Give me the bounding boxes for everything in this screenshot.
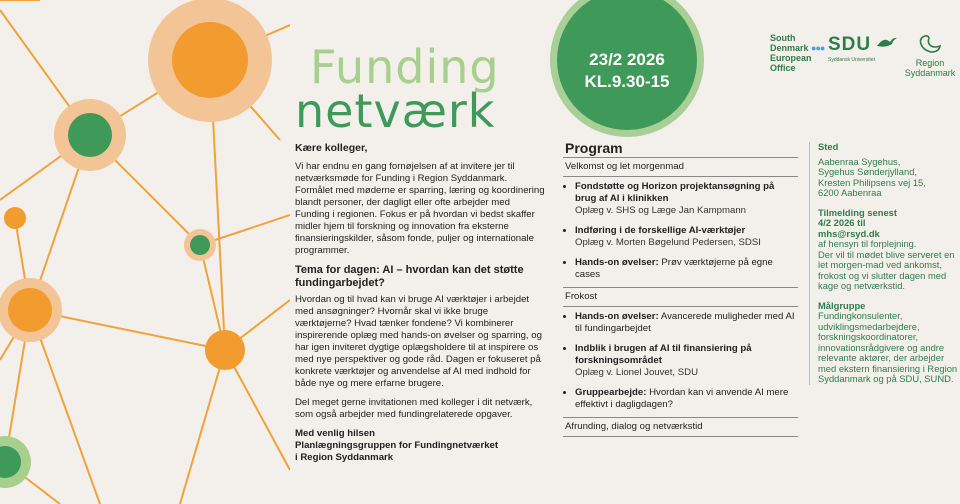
signup-deadline: Tilmelding senest	[818, 206, 898, 218]
theme-heading: Tema for dagen: AI – hvordan kan det støtte fundingarbejdet?	[295, 264, 524, 289]
program-item-title: • Indblik i brugen af AI til finansiering på forskningsområdet	[575, 343, 752, 366]
program-closing: Afrunding, dialog og netværkstid	[563, 417, 798, 437]
sdu-logo	[828, 34, 898, 63]
network-node	[8, 288, 52, 332]
intro-paragraph: Vi har endnu en gang fornøjelsen af at invitere jer til netværksmøde for Funding i Region Syddanmark. Formålet med møderne er sparring, læring og koordinering blandt personer, der dagligt eller ofte arbejder med Funding i regionen. Fokus er på hvordan vi bedst skaffer midler hjem til forskning og innovation fra eksterne finansieringskilder, såsom fonde, puljer og internationale programmer.	[295, 161, 545, 256]
program-item-rest: Hvordan kan vi anvende AI mere effektivt i dagligdagen?	[575, 387, 789, 410]
place-label: Sted	[818, 141, 839, 152]
signature	[295, 428, 545, 464]
signup-email[interactable]: mhs@rsyd.dk	[818, 227, 880, 239]
program-item	[575, 257, 796, 281]
program-item-sub: Oplæg v. Lionel Jouvet, SDU	[575, 367, 698, 378]
place-line: Kresten Philipsens vej 15,	[818, 176, 926, 188]
program-item	[575, 225, 796, 249]
event-date: 23/2 2026	[589, 50, 665, 69]
program-item-title: • Fondstøtte og Horizon projektansøgning på brug af AI i klinikken	[575, 181, 775, 204]
program-item-rest: Prøv værktøjerne på egne cases	[575, 257, 773, 280]
title-netvaerk: netværk	[295, 84, 496, 138]
theme-paragraph: Hvordan og til hvad kan vi bruge AI værktøjer i arbejdet med ansøgninger? Hvornår skal vi ikke bruge værktøjerne? Hvad tænker fondene? Vi kombinerer inspirerende oplæg med hands-on øvelser og sparring, og har igen inviteret dygtige oplægsholdere til at inspirere os med nye perspektiver og gode råd. Dagen er fokuseret på konkrete værktøjer og anvendelse af AI med indhold for både nye og mere erfarne brugere.	[295, 294, 542, 389]
bird-icon	[876, 34, 898, 50]
program-item	[575, 343, 796, 379]
sdeo-line: Office	[770, 63, 796, 73]
place-line: Aabenraa Sygehus,	[818, 155, 901, 167]
program-item-title: • Indføring i de forskellige AI-værktøjer	[575, 225, 746, 236]
program-title: Program	[565, 140, 623, 156]
program-section	[563, 142, 798, 437]
network-node	[205, 330, 245, 370]
program-lunch: Frokost	[563, 287, 798, 306]
network-node	[68, 113, 112, 157]
info-sidebar	[809, 142, 960, 385]
region-name: Region Syddanmark	[904, 58, 956, 78]
program-item	[575, 311, 796, 335]
place-line: 6200 Aabenraa	[818, 187, 882, 198]
program-item	[575, 181, 796, 217]
region-logo	[898, 34, 960, 78]
program-item-title: Gruppearbejde:	[575, 387, 647, 398]
target-body: Fundingkonsulenter, udviklingsmedarbejdere, forskningskoordinatorer, innovationsrådgivere og andre relevante aktører, der arbejder med ekstern finansiering i Region Syddanmark og på SDU, SUND.	[818, 310, 958, 384]
program-item-title: Hands-on øvelser:	[575, 311, 659, 322]
title-funding: Funding	[310, 40, 500, 94]
network-node	[4, 207, 26, 229]
network-node	[172, 22, 248, 98]
program-welcome: Velkomst og let morgenmad	[563, 157, 798, 176]
program-block-afternoon	[563, 306, 798, 417]
date-circle	[557, 0, 697, 130]
dots-icon: ●●●	[811, 43, 825, 53]
signup-note: af hensyn til forplejning.	[818, 238, 917, 249]
event-time: KL.9.30-15	[584, 72, 670, 91]
share-paragraph: Del meget gerne invitationen med kolleger i dit netværk, som også arbejder med fundingrelaterede opgaver.	[295, 397, 533, 420]
greeting: Kære kolleger,	[295, 142, 368, 154]
signoff-line: Med venlig hilsen	[295, 428, 375, 439]
sdu-subtitle: Syddansk Universitet	[828, 57, 875, 63]
network-graphic	[0, 0, 290, 504]
sdeo-line: South	[770, 33, 796, 43]
sdeo-logo	[770, 33, 824, 73]
food-note: Der vil til mødet blive serveret en let morgen-mad ved ankomst, frokost og vi slutter dagen med kage og netværkstid.	[818, 248, 955, 291]
network-node	[190, 235, 210, 255]
invitation-letter	[295, 142, 545, 464]
program-item-title: Hands-on øvelser:	[575, 257, 659, 268]
region-swan-icon	[917, 34, 943, 56]
signoff-line: Planlægningsgruppen for Fundingnetværket	[295, 440, 499, 451]
signup-date: 4/2 2026 til	[818, 217, 866, 228]
sdeo-line: European	[770, 53, 812, 63]
sdu-name: SDU	[828, 34, 872, 55]
program-item-rest: Avancerede muligheder med AI til fundingarbejdet	[575, 311, 795, 334]
place-line: Sygehus Sønderjylland,	[818, 166, 918, 177]
sdeo-line: Denmark	[770, 43, 809, 53]
program-block-morning	[563, 176, 798, 287]
program-item-sub: Oplæg v. SHS og Læge Jan Kampmann	[575, 205, 747, 216]
signoff-line: i Region Syddanmark	[295, 452, 394, 463]
target-label: Målgruppe	[818, 299, 866, 311]
program-item	[575, 387, 796, 411]
program-item-sub: Oplæg v. Morten Bøgelund Pedersen, SDSI	[575, 237, 761, 248]
